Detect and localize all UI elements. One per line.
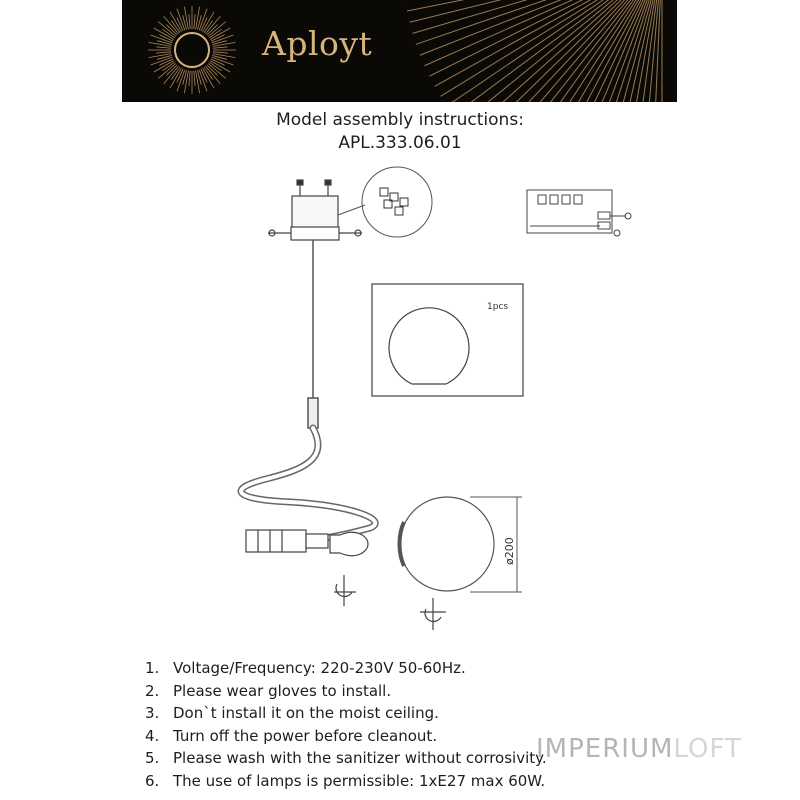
instruction-item-6: [145, 770, 547, 793]
assembled-shade: [400, 497, 495, 591]
ceiling-canopy: [268, 180, 362, 240]
flexible-cord: [241, 428, 375, 540]
instruction-text: The use of lamps is permissible: 1xE27 max 60W.: [173, 771, 546, 790]
suspension-cable: [308, 240, 318, 428]
shade-diameter-label: ø200: [503, 537, 516, 565]
shade-parts-box: [372, 284, 523, 396]
lamp-socket: [246, 530, 328, 552]
instruction-item-5: [145, 747, 547, 770]
instruction-number: 2.: [145, 681, 160, 700]
instruction-text: Please wear gloves to install.: [173, 681, 392, 700]
instruction-number: 4.: [145, 726, 160, 745]
flexible-cord-inner: [241, 428, 375, 540]
instruction-number: 3.: [145, 704, 160, 723]
document-title: Model assembly instructions:: [276, 110, 524, 130]
instruction-text: Voltage/Frequency: 220-230V 50-60Hz.: [173, 659, 466, 677]
light-bulb-icon: [330, 532, 368, 555]
wiring-detail-bubble: [338, 167, 432, 237]
instruction-text: Don`t install it on the moist ceiling.: [173, 704, 439, 723]
instruction-item-4: [145, 725, 547, 748]
watermark-part-2: LOFT: [673, 734, 742, 764]
assembly-drawing: [0, 160, 800, 640]
watermark: [536, 734, 742, 764]
instruction-number: 5.: [145, 749, 160, 768]
model-number: APL.333.06.01: [338, 133, 462, 153]
instruction-item-3: [145, 702, 547, 725]
rotate-arrow-icon-socket: [334, 575, 356, 606]
instruction-number: 1.: [145, 659, 160, 677]
shade-quantity-label: 1pcs: [487, 302, 509, 312]
watermark-part-1: IMPERIUM: [536, 734, 674, 764]
instruction-item-2: [145, 680, 547, 703]
instruction-text: Please wash with the sanitizer without corrosivity.: [173, 749, 547, 768]
brand-logo-text: Aployt: [262, 24, 373, 63]
sunburst-decoration: [122, 0, 677, 102]
instruction-number: 6.: [145, 771, 160, 790]
instruction-text: Turn off the power before cleanout.: [173, 726, 438, 745]
instruction-item-1: [145, 657, 547, 680]
instruction-list: [145, 657, 547, 793]
rotate-arrow-icon-shade: [420, 598, 446, 630]
brand-banner: [122, 0, 677, 102]
wiring-diagram: [527, 190, 631, 236]
